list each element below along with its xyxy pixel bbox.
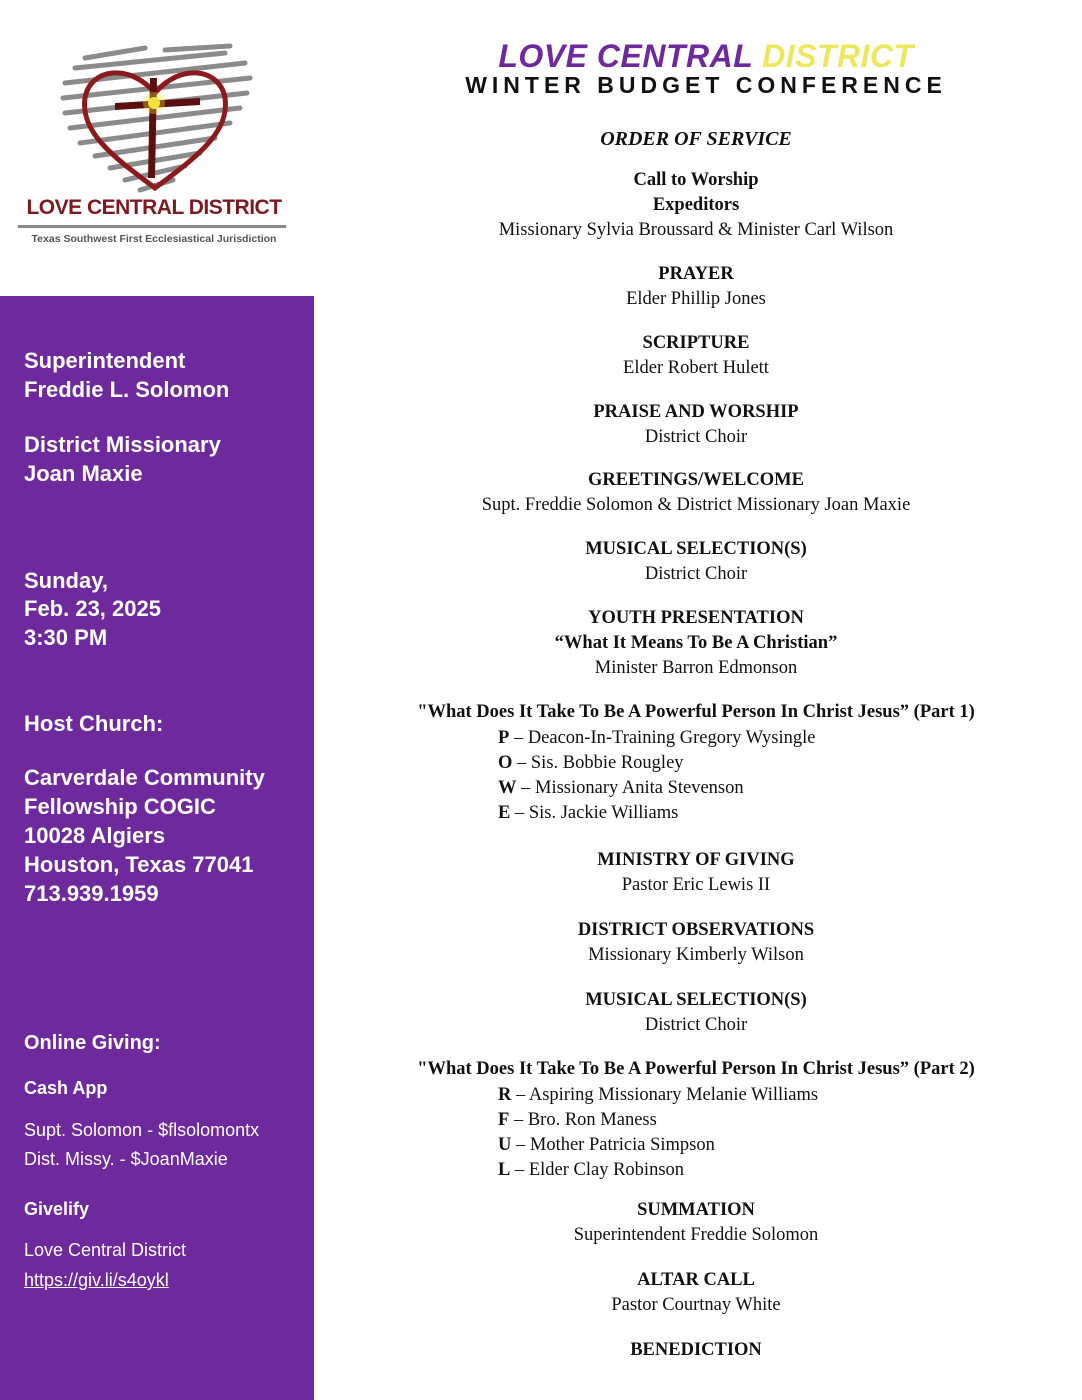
event-time: 3:30 PM (24, 625, 108, 650)
musical1-title: MUSICAL SELECTION(S) (585, 539, 807, 559)
observations-name: Missionary Kimberly Wilson (588, 945, 804, 965)
summation-section (310, 1198, 1082, 1248)
giving-name: Pastor Eric Lewis II (621, 875, 771, 895)
cashapp-label: Cash App (24, 1078, 108, 1098)
altar-name: Pastor Courtnay White (611, 1295, 781, 1315)
logo-divider (18, 225, 286, 228)
heart-cross-logo-icon (55, 38, 255, 203)
missionary-role: District Missionary (24, 432, 221, 457)
call-names: Missionary Sylvia Broussard & Minister Carl Wilson (498, 220, 894, 240)
altar-call-section (310, 1268, 1082, 1318)
list-item: F – Bro. Ron Maness (498, 1110, 657, 1130)
prayer-title: PRAYER (658, 264, 734, 284)
youth-section (310, 606, 1082, 681)
call-title: Call to Worship (633, 170, 759, 190)
district-logo (0, 0, 314, 296)
superintendent-name: Freddie L. Solomon (24, 377, 230, 402)
givelify-name: Love Central District (24, 1240, 187, 1260)
online-giving-label: Online Giving: (24, 1032, 161, 1054)
praise-section (310, 400, 1082, 450)
praise-title: PRAISE AND WORSHIP (593, 402, 799, 422)
part1-section (310, 700, 1082, 725)
superintendent-role: Superintendent (24, 348, 186, 373)
givelify-label: Givelify (24, 1199, 90, 1219)
observations-title: DISTRICT OBSERVATIONS (577, 920, 815, 940)
logo-subtitle: Texas Southwest First Ecclesiastical Jurisdiction (31, 233, 277, 245)
youth-name: Minister Barron Edmonson (594, 658, 798, 678)
musical-selection-1-section (310, 537, 1082, 587)
part2-list (498, 1083, 818, 1183)
host-label: Host Church: (24, 711, 164, 736)
header-love-central: LOVE CENTRAL (498, 38, 753, 74)
prayer-section (310, 262, 1082, 312)
altar-title: ALTAR CALL (637, 1270, 755, 1290)
greetings-name: Supt. Freddie Solomon & District Missionary Joan Maxie (481, 495, 911, 515)
list-item: W – Missionary Anita Stevenson (498, 778, 744, 798)
event-date: Feb. 23, 2025 (24, 596, 161, 621)
scripture-title: SCRIPTURE (642, 333, 750, 353)
part1-title: "What Does It Take To Be A Powerful Person In Christ Jesus” (Part 1) (417, 702, 975, 722)
youth-title: YOUTH PRESENTATION (588, 608, 804, 628)
event-day: Sunday, (24, 568, 108, 593)
order-of-service-heading: ORDER OF SERVICE (600, 128, 792, 150)
header-subtitle: WINTER BUDGET CONFERENCE (465, 72, 947, 98)
address-city: Houston, Texas 77041 (24, 852, 254, 877)
part1-list (498, 726, 815, 826)
prayer-name: Elder Phillip Jones (626, 289, 766, 309)
greetings-section (310, 468, 1082, 518)
giving-title: MINISTRY OF GIVING (597, 850, 795, 870)
scripture-section (310, 331, 1082, 381)
summation-title: SUMMATION (637, 1200, 755, 1220)
cashapp-line2: Dist. Missy. - $JoanMaxie (24, 1149, 228, 1169)
greetings-title: GREETINGS/WELCOME (588, 470, 804, 490)
header-title (330, 38, 1082, 75)
list-item: P – Deacon-In-Training Gregory Wysingle (498, 728, 816, 748)
info-sidebar (0, 296, 314, 1400)
list-item: R – Aspiring Missionary Melanie Williams (498, 1085, 819, 1105)
call-to-worship-section (310, 168, 1082, 243)
missionary-name: Joan Maxie (24, 461, 143, 486)
praise-name: District Choir (644, 427, 748, 447)
benediction-title: BENEDICTION (630, 1340, 762, 1360)
givelify-link[interactable]: https://giv.li/s4oykl (24, 1270, 169, 1290)
header-district: DISTRICT (762, 38, 914, 74)
cashapp-line1: Supt. Solomon - $flsolomontx (24, 1120, 260, 1140)
benediction-section (310, 1338, 1082, 1363)
musical2-name: District Choir (644, 1015, 748, 1035)
musical2-title: MUSICAL SELECTION(S) (585, 990, 807, 1010)
call-subtitle: Expeditors (652, 195, 740, 215)
giving-section (310, 848, 1082, 898)
part2-section (310, 1057, 1082, 1082)
scripture-name: Elder Robert Hulett (623, 358, 769, 378)
summation-name: Superintendent Freddie Solomon (573, 1225, 819, 1245)
list-item: O – Sis. Bobbie Rougley (498, 753, 684, 773)
observations-section (310, 918, 1082, 968)
church-name-line2: Fellowship COGIC (24, 794, 216, 819)
logo-title: LOVE CENTRAL DISTRICT (26, 196, 282, 219)
list-item: L – Elder Clay Robinson (498, 1160, 685, 1180)
musical-selection-2-section (310, 988, 1082, 1038)
youth-subtitle: “What It Means To Be A Christian” (554, 633, 838, 653)
part2-title: "What Does It Take To Be A Powerful Person In Christ Jesus” (Part 2) (417, 1059, 975, 1079)
list-item: U – Mother Patricia Simpson (498, 1135, 715, 1155)
musical1-name: District Choir (644, 564, 748, 584)
address-street: 10028 Algiers (24, 823, 166, 848)
church-name-line1: Carverdale Community (24, 765, 265, 790)
phone-number: 713.939.1959 (24, 881, 159, 906)
list-item: E – Sis. Jackie Williams (498, 803, 679, 823)
